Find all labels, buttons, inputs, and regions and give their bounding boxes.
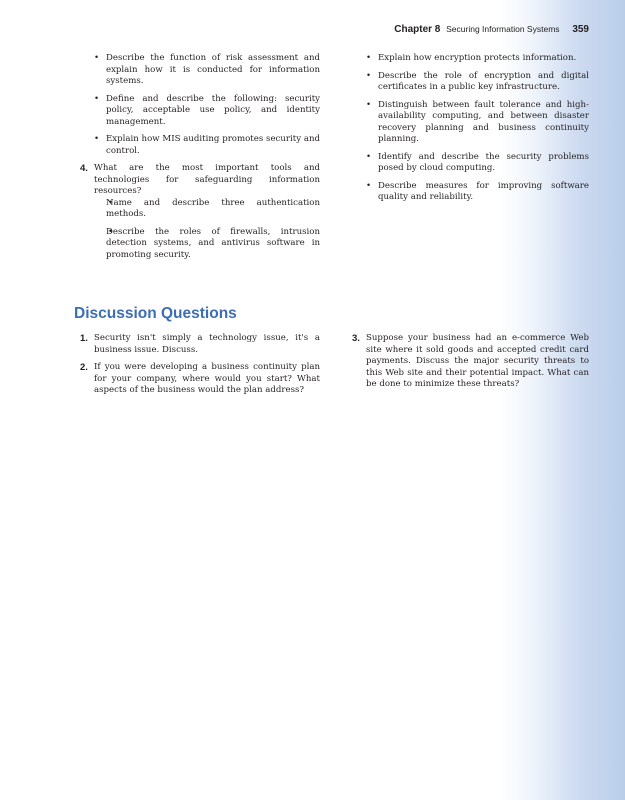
review-sub-bullet-list xyxy=(94,198,320,262)
question-text: What are the most important tools and technologies for safeguarding information resources? xyxy=(94,163,320,196)
list-item: • Describe the role of encryption and digital certificates in a public key infrastructure. xyxy=(354,71,589,94)
list-item: • Name and describe three authentication methods. xyxy=(94,198,320,221)
running-header xyxy=(394,24,589,35)
list-item: • Identify and describe the security problems posed by cloud computing. xyxy=(354,152,589,175)
review-bullet-list xyxy=(80,53,320,157)
question-number: 4. xyxy=(80,163,88,174)
discussion-question-2 xyxy=(80,362,320,397)
discussion-question-1 xyxy=(80,333,320,356)
question-text: Suppose your business had an e-commerce Web site where it sold goods and accepted credit card payments. Discuss the major security threats to this Web site and their potential impact. What can be done to minimize these threats? xyxy=(366,333,589,389)
question-number: 2. xyxy=(80,362,88,373)
list-item: • Define and describe the following: security policy, acceptable use policy, and identity management. xyxy=(80,94,320,129)
discussion-left-column xyxy=(80,333,320,403)
list-item: • Distinguish between fault tolerance and high-availability computing, and between disaster recovery planning and business continuity planning. xyxy=(354,100,589,146)
list-item: • Describe the function of risk assessment and explain how it is conducted for information systems. xyxy=(80,53,320,88)
review-question-4 xyxy=(80,163,320,261)
review-bullet-list xyxy=(354,53,589,204)
list-item: • Explain how MIS auditing promotes security and control. xyxy=(80,134,320,157)
review-questions-right-column xyxy=(354,53,589,210)
discussion-questions-heading: Discussion Questions xyxy=(74,305,237,322)
list-item: • Describe measures for improving software quality and reliability. xyxy=(354,181,589,204)
discussion-question-3 xyxy=(352,333,589,391)
discussion-right-column xyxy=(352,333,589,397)
chapter-label: Chapter 8 xyxy=(394,24,441,35)
chapter-section-title: Securing Information Systems xyxy=(446,24,560,34)
list-item: • Describe the roles of firewalls, intrusion detection systems, and antivirus software in promoting security. xyxy=(94,227,320,262)
question-number: 1. xyxy=(80,333,88,344)
question-text: Security isn't simply a technology issue, it's a business issue. Discuss. xyxy=(94,333,320,355)
list-item: • Explain how encryption protects information. xyxy=(354,53,589,65)
review-questions-left-column xyxy=(80,53,320,267)
question-text: If you were developing a business continuity plan for your company, where would you start? What aspects of the business would the plan address? xyxy=(94,362,320,395)
question-number: 3. xyxy=(352,333,360,344)
page-number: 359 xyxy=(572,24,589,35)
